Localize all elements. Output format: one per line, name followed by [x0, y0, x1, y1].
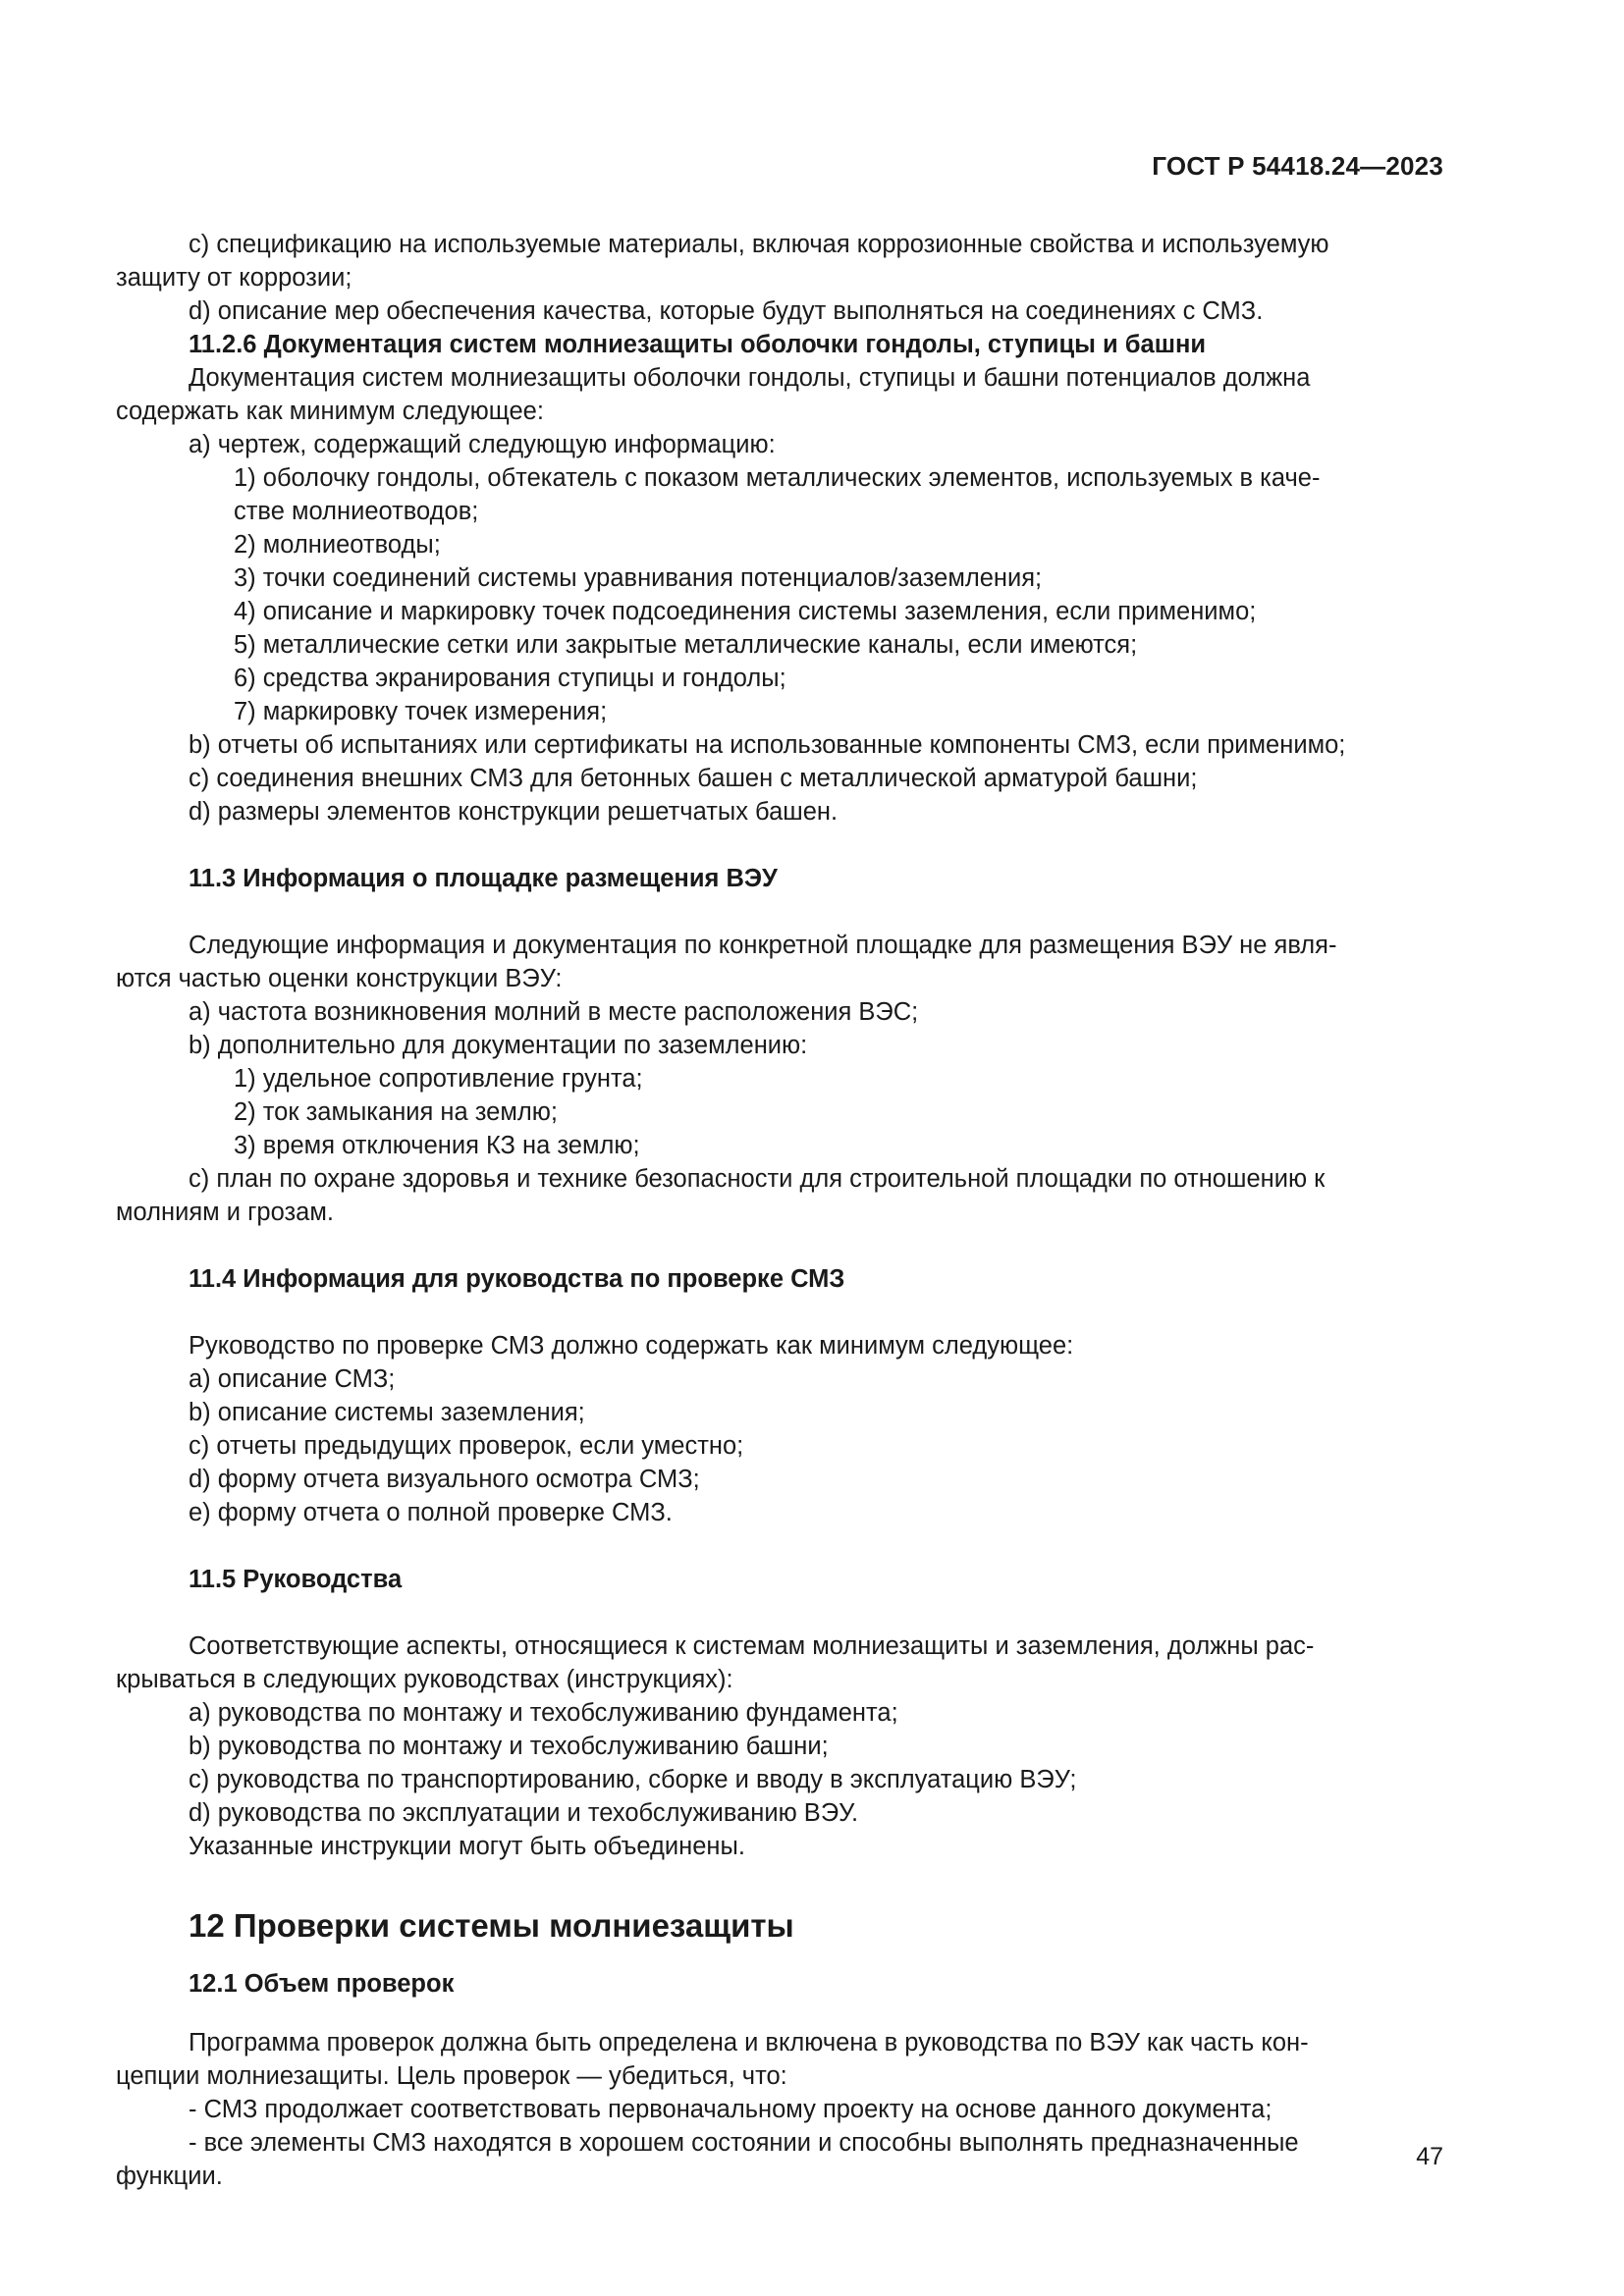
- list-item: e) форму отчета о полной проверке СМЗ.: [189, 1499, 673, 1526]
- list-item: a) частота возникновения молний в месте расположения ВЭС;: [189, 998, 919, 1026]
- list-item: b) дополнительно для документации по заземлению:: [189, 1032, 808, 1059]
- sub-list-item: 3) точки соединений системы уравнивания потенциалов/заземления;: [234, 564, 1043, 592]
- sub-list-item-continuation: стве молниеотводов;: [234, 498, 479, 525]
- list-item: d) описание мер обеспечения качества, которые будут выполняться на соединениях с СМЗ.: [189, 297, 1264, 325]
- list-item-continuation: защиту от коррозии;: [116, 264, 352, 292]
- sub-list-item: 1) удельное сопротивление грунта;: [234, 1065, 643, 1093]
- paragraph-continuation: крываться в следующих руководствах (инструкциях):: [116, 1666, 733, 1693]
- dash-list-item: - все элементы СМЗ находятся в хорошем состоянии и способны выполнять предназначенные: [189, 2129, 1299, 2157]
- section-heading-12: 12 Проверки системы молниезащиты: [189, 1907, 794, 1944]
- page-number: 47: [1416, 2143, 1443, 2170]
- document-header: ГОСТ Р 54418.24—2023: [1152, 151, 1443, 181]
- paragraph-continuation: содержать как минимум следующее:: [116, 398, 544, 425]
- paragraph: Документация систем молниезащиты оболочки гондолы, ступицы и башни потенциалов должна: [189, 364, 1311, 392]
- paragraph: Указанные инструкции могут быть объединены.: [189, 1833, 745, 1860]
- paragraph-continuation: цепции молниезащиты. Цель проверок — убедиться, что:: [116, 2062, 787, 2090]
- list-item: a) чертеж, содержащий следующую информацию:: [189, 431, 776, 458]
- list-item: d) размеры элементов конструкции решетчатых башен.: [189, 798, 839, 826]
- list-item: a) описание СМЗ;: [189, 1365, 396, 1393]
- list-item: c) соединения внешних СМЗ для бетонных башен с металлической арматурой башни;: [189, 765, 1198, 792]
- sub-list-item: 1) оболочку гондолы, обтекатель с показом металлических элементов, используемых в каче-: [234, 464, 1321, 492]
- sub-list-item: 6) средства экранирования ступицы и гондолы;: [234, 665, 786, 692]
- paragraph: Программа проверок должна быть определена и включена в руководства по ВЭУ как часть кон-: [189, 2029, 1309, 2056]
- sub-list-item: 5) металлические сетки или закрытые металлические каналы, если имеются;: [234, 631, 1138, 659]
- sub-list-item: 2) молниеотводы;: [234, 531, 441, 559]
- paragraph-continuation: ются частью оценки конструкции ВЭУ:: [116, 965, 563, 992]
- list-item: c) план по охране здоровья и технике безопасности для строительной площадки по отношению к: [189, 1165, 1326, 1193]
- dash-list-item-continuation: функции.: [116, 2163, 223, 2190]
- paragraph: Следующие информация и документация по конкретной площадке для размещения ВЭУ не явля-: [189, 932, 1337, 959]
- list-item: b) описание системы заземления;: [189, 1399, 585, 1426]
- list-item-continuation: молниям и грозам.: [116, 1199, 334, 1226]
- sub-list-item: 4) описание и маркировку точек подсоединения системы заземления, если применимо;: [234, 598, 1257, 625]
- section-heading-11-4: 11.4 Информация для руководства по проверке СМЗ: [189, 1265, 845, 1293]
- list-item: a) руководства по монтажу и техобслуживанию фундамента;: [189, 1699, 898, 1727]
- list-item: b) руководства по монтажу и техобслуживанию башни;: [189, 1733, 829, 1760]
- paragraph: Соответствующие аспекты, относящиеся к системам молниезащиты и заземления, должны рас-: [189, 1632, 1315, 1660]
- section-heading-11-3: 11.3 Информация о площадке размещения ВЭУ: [189, 865, 778, 892]
- list-item: c) руководства по транспортированию, сборке и вводу в эксплуатацию ВЭУ;: [189, 1766, 1077, 1793]
- sub-list-item: 2) ток замыкания на землю;: [234, 1098, 558, 1126]
- list-item: d) форму отчета визуального осмотра СМЗ;: [189, 1466, 700, 1493]
- section-heading-11-5: 11.5 Руководства: [189, 1566, 403, 1593]
- section-heading-11-2-6: 11.2.6 Документация систем молниезащиты оболочки гондолы, ступицы и башни: [189, 331, 1207, 358]
- list-item: c) отчеты предыдущих проверок, если уместно;: [189, 1432, 744, 1460]
- sub-list-item: 7) маркировку точек измерения;: [234, 698, 608, 725]
- paragraph: Руководство по проверке СМЗ должно содержать как минимум следующее:: [189, 1332, 1074, 1360]
- section-heading-12-1: 12.1 Объем проверок: [189, 1970, 455, 1998]
- dash-list-item: - СМЗ продолжает соответствовать первоначальному проекту на основе данного документа;: [189, 2096, 1272, 2123]
- list-item: d) руководства по эксплуатации и техобслуживанию ВЭУ.: [189, 1799, 859, 1827]
- sub-list-item: 3) время отключения КЗ на землю;: [234, 1132, 640, 1159]
- list-item: b) отчеты об испытаниях или сертификаты на использованные компоненты СМЗ, если применимо;: [189, 731, 1346, 759]
- list-item: c) спецификацию на используемые материалы, включая коррозионные свойства и используемую: [189, 231, 1329, 258]
- document-body: [116, 228, 1443, 2193]
